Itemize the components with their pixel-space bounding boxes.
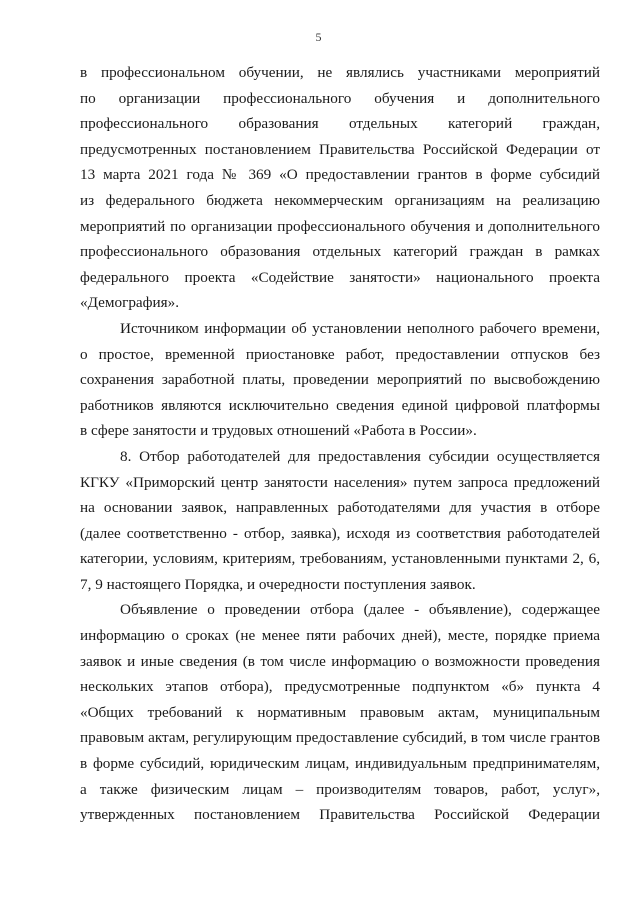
text-line: в профессиональном обучении, не являлись участниками мероприятий	[80, 64, 600, 81]
text-line: 13 марта 2021 года № 369 «О предоставлении грантов в форме субсидий	[80, 166, 600, 184]
text-line: (далее соответственно - отбор, заявка), исходя из соответствия работодателей	[80, 524, 600, 542]
text-line: КГКУ «Приморский центр занятости населения» путем запроса предложений	[80, 473, 600, 491]
text-line: Объявление о проведении отбора (далее - объявление), содержащее	[120, 601, 600, 619]
paragraph-4	[80, 597, 600, 827]
text-line: федерального проекта «Содействие занятости» национального проекта	[80, 268, 600, 286]
text-line: 8. Отбор работодателей для предоставления субсидии осуществляется	[120, 447, 600, 465]
text-line: а также физическим лицам – производителям товаров, работ, услуг»,	[80, 780, 600, 798]
text-line: 7, 9 настоящего Порядка, и очередности поступления заявок.	[80, 575, 476, 593]
text-line: в сфере занятости и трудовых отношений «Работа в России».	[80, 422, 477, 440]
text-line: Источником информации об установлении неполного рабочего времени,	[120, 319, 600, 337]
text-line: предусмотренных постановлением Правительства Российской Федерации от	[80, 140, 600, 158]
paragraph-2	[80, 316, 600, 444]
text-line: о простое, временной приостановке работ, предоставлении отпусков без	[80, 345, 600, 363]
text-line: сохранения заработной платы, проведении мероприятий по высвобождению	[80, 371, 600, 389]
text-line: по организации профессионального обучения и дополнительного	[80, 89, 600, 107]
paragraph-1	[80, 60, 600, 316]
text-line: заявок и иные сведения (в том числе информацию о возможности проведения	[80, 652, 600, 670]
text-line: на основании заявок, направленных работодателями для участия в отборе	[80, 499, 600, 517]
text-line: категории, условиям, критериям, требованиям, установленными пунктами 2, 6,	[80, 550, 600, 568]
text-line: из федерального бюджета некоммерческим организациям на реализацию	[80, 191, 600, 209]
text-line: мероприятий по организации профессионального обучения и дополнительного	[80, 217, 600, 235]
text-line: правовым актам, регулирующим предоставление субсидий, в том числе грантов	[80, 729, 600, 747]
paragraph-3	[80, 444, 600, 598]
text-line: в форме субсидий, юридическим лицам, индивидуальным предпринимателям,	[80, 755, 600, 773]
text-line: профессионального образования отдельных категорий граждан,	[80, 115, 600, 133]
document-body	[80, 60, 600, 828]
text-line: «Общих требований к нормативным правовым актам, муниципальным	[80, 703, 600, 721]
text-line: работников являются исключительно сведения единой цифровой платформы	[80, 396, 600, 414]
text-line: нескольких этапов отбора), предусмотренные подпунктом «б» пункта 4	[80, 678, 600, 696]
text-line: информацию о сроках (не менее пяти рабочих дней), месте, порядке приема	[80, 627, 600, 645]
text-line: «Демография».	[80, 294, 179, 312]
page-number: 5	[315, 30, 322, 44]
text-line: утвержденных постановлением Правительства Российской Федерации	[80, 806, 600, 824]
text-line: профессионального образования отдельных категорий граждан в рамках	[80, 243, 600, 261]
